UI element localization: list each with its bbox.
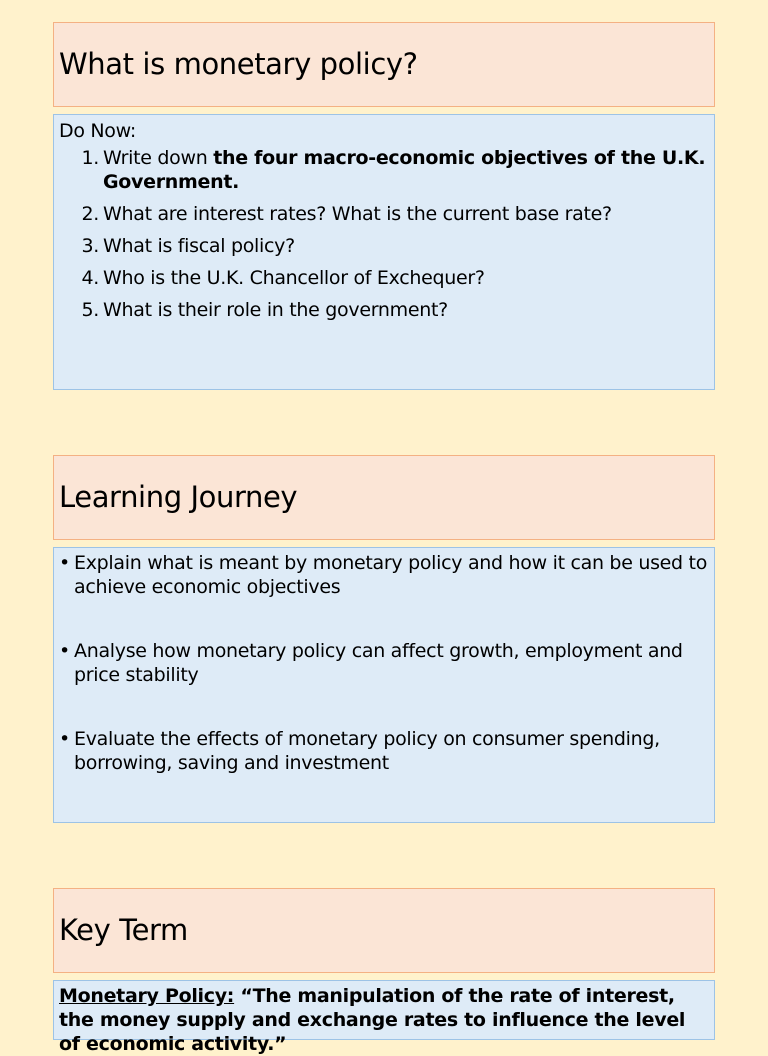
question-list	[59, 146, 708, 322]
question-item	[59, 234, 708, 258]
section-title-box	[53, 22, 715, 107]
objective-list	[59, 551, 708, 775]
objective-item	[59, 727, 708, 775]
key-term-text: “The manipulation of the rate of interest, the money supply and exchange rates to influence the level of economic activity.”	[59, 985, 686, 1055]
bullet-icon: •	[59, 552, 70, 574]
section-title: Learning Journey	[59, 480, 298, 514]
question-number: 2.	[81, 203, 99, 225]
question-text: Write down	[103, 147, 214, 169]
objective-text: Explain what is meant by monetary policy and how it can be used to achieve economic objectives	[74, 552, 708, 598]
question-text: Who is the U.K. Chancellor of Exchequer?	[103, 267, 485, 289]
question-item	[59, 298, 708, 322]
question-item	[59, 202, 708, 226]
bullet-icon: •	[59, 728, 70, 750]
section-title: What is monetary policy?	[59, 47, 418, 81]
key-term-word: Monetary Policy:	[59, 985, 235, 1007]
do-now-label: Do Now:	[59, 120, 136, 142]
question-text: What are interest rates? What is the current base rate?	[103, 203, 612, 225]
question-text: What is their role in the government?	[103, 299, 448, 321]
question-emphasis: the four macro-economic objectives of the U.K. Government.	[103, 147, 706, 193]
section-title-box	[53, 455, 715, 540]
question-number: 5.	[81, 299, 99, 321]
objective-item	[59, 551, 708, 599]
question-number: 1.	[81, 147, 99, 169]
section-title: Key Term	[59, 913, 188, 947]
objective-text: Analyse how monetary policy can affect growth, employment and price stability	[74, 640, 683, 686]
key-term-definition	[59, 984, 708, 1056]
question-number: 3.	[81, 235, 99, 257]
objective-item	[59, 639, 708, 687]
learning-journey-box	[53, 547, 715, 823]
question-text: What is fiscal policy?	[103, 235, 295, 257]
question-item	[59, 146, 708, 194]
question-number: 4.	[81, 267, 99, 289]
do-now-box	[53, 114, 715, 390]
objective-text: Evaluate the effects of monetary policy on consumer spending, borrowing, saving and investment	[74, 728, 660, 774]
section-title-box	[53, 888, 715, 973]
key-term-box	[53, 980, 715, 1055]
question-item	[59, 266, 708, 290]
bullet-icon: •	[59, 640, 70, 662]
